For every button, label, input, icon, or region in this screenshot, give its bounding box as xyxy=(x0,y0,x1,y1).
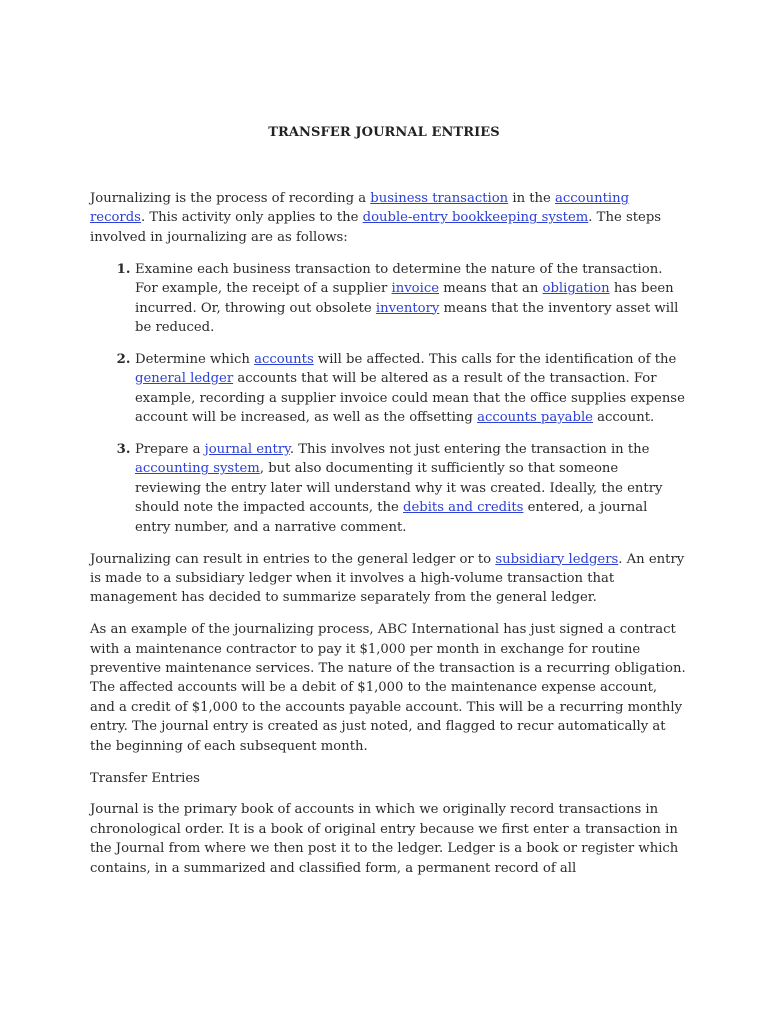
link-accounting-system[interactable]: accounting system xyxy=(135,461,260,477)
step-text: means that the inventory asset will be reduced. xyxy=(135,300,679,335)
subsidiary-text-1: Journalizing can result in entries to the general ledger or to xyxy=(90,551,496,567)
link-accounts[interactable]: accounts xyxy=(254,351,314,367)
intro-text-2: in the xyxy=(508,191,556,206)
link-general-ledger[interactable]: general ledger xyxy=(135,371,234,387)
step-text: means that an xyxy=(439,281,543,297)
link-obligation[interactable]: obligation xyxy=(542,281,610,297)
example-paragraph: As an example of the journalizing process, ABC International has just signed a contract with a maintenance contractor to pay it $1,000 per month in exchange for routine preventive maintenance services. The nature of the transaction is a recurring obligation. The affected accounts will be a debit of $1,000 to the maintenance expense account, and a credit of $1,000 to the accounts payable account. This will be a recurring monthly entry. The journal entry is created as just noted, and flagged to recur automatically at the beginning of each subsequent month. xyxy=(90,622,686,754)
step-text: has been incurred. Or, throwing out obsolete xyxy=(135,281,674,316)
step-text: accounts that will be altered as a result of the transaction. For example, recording a supplier invoice could mean that the office supplies expense account will be increased, as well as the offsetting xyxy=(135,371,685,426)
list-item xyxy=(135,440,686,537)
link-debits-and-credits[interactable]: debits and credits xyxy=(403,500,524,516)
step-text: account. xyxy=(592,410,655,426)
steps-list xyxy=(90,260,686,537)
link-inventory[interactable]: inventory xyxy=(375,300,440,316)
section-subheading: Transfer Entries xyxy=(90,770,200,786)
intro-text-4: . The steps involved in journalizing are as follows: xyxy=(90,210,662,245)
link-business-transaction[interactable]: business transaction xyxy=(370,191,509,206)
step-text: Prepare a xyxy=(135,441,205,457)
list-item xyxy=(135,260,686,338)
link-double-entry-bookkeeping[interactable]: double-entry bookkeeping system xyxy=(362,210,589,226)
step-text: Determine which xyxy=(135,351,255,367)
intro-text-3: . This activity only applies to the xyxy=(140,210,363,226)
link-subsidiary-ledgers[interactable]: subsidiary ledgers xyxy=(495,551,619,567)
document-title: TRANSFER JOURNAL ENTRIES xyxy=(268,125,500,140)
intro-text-1: Journalizing is the process of recording a xyxy=(90,191,371,206)
step-text: entered, a journal entry number, and a narrative comment. xyxy=(135,500,648,535)
step-text: Examine each business transaction to determine the nature of the transaction. For example, the receipt of a supplier xyxy=(135,261,663,297)
link-accounts-payable[interactable]: accounts payable xyxy=(477,410,593,426)
document-body xyxy=(90,189,686,891)
subsidiary-paragraph xyxy=(90,550,686,608)
intro-paragraph xyxy=(90,189,686,247)
link-accounting-records[interactable]: accounting records xyxy=(90,191,630,226)
link-invoice[interactable]: invoice xyxy=(391,281,440,297)
subsidiary-text-2: . An entry is made to a subsidiary ledger when it involves a high-volume transaction that management has decided to summarize separately from the general ledger. xyxy=(90,551,685,606)
step-text: will be affected. This calls for the identification of the xyxy=(313,351,677,367)
step-text: , but also documenting it sufficiently so that someone reviewing the entry later will understand why it was created. Ideally, the entry should note the impacted accounts, the xyxy=(135,461,663,516)
list-item xyxy=(135,350,686,428)
link-journal-entry[interactable]: journal entry xyxy=(204,441,290,457)
step-text: . This involves not just entering the transaction in the xyxy=(289,441,650,457)
journal-paragraph: Journal is the primary book of accounts in which we originally record transactions in chronological order. It is a book of original entry because we first enter a transaction in the Journal from where we then post it to the ledger. Ledger is a book or register which contains, in a summarized and classified form, a permanent record of all xyxy=(90,802,679,876)
